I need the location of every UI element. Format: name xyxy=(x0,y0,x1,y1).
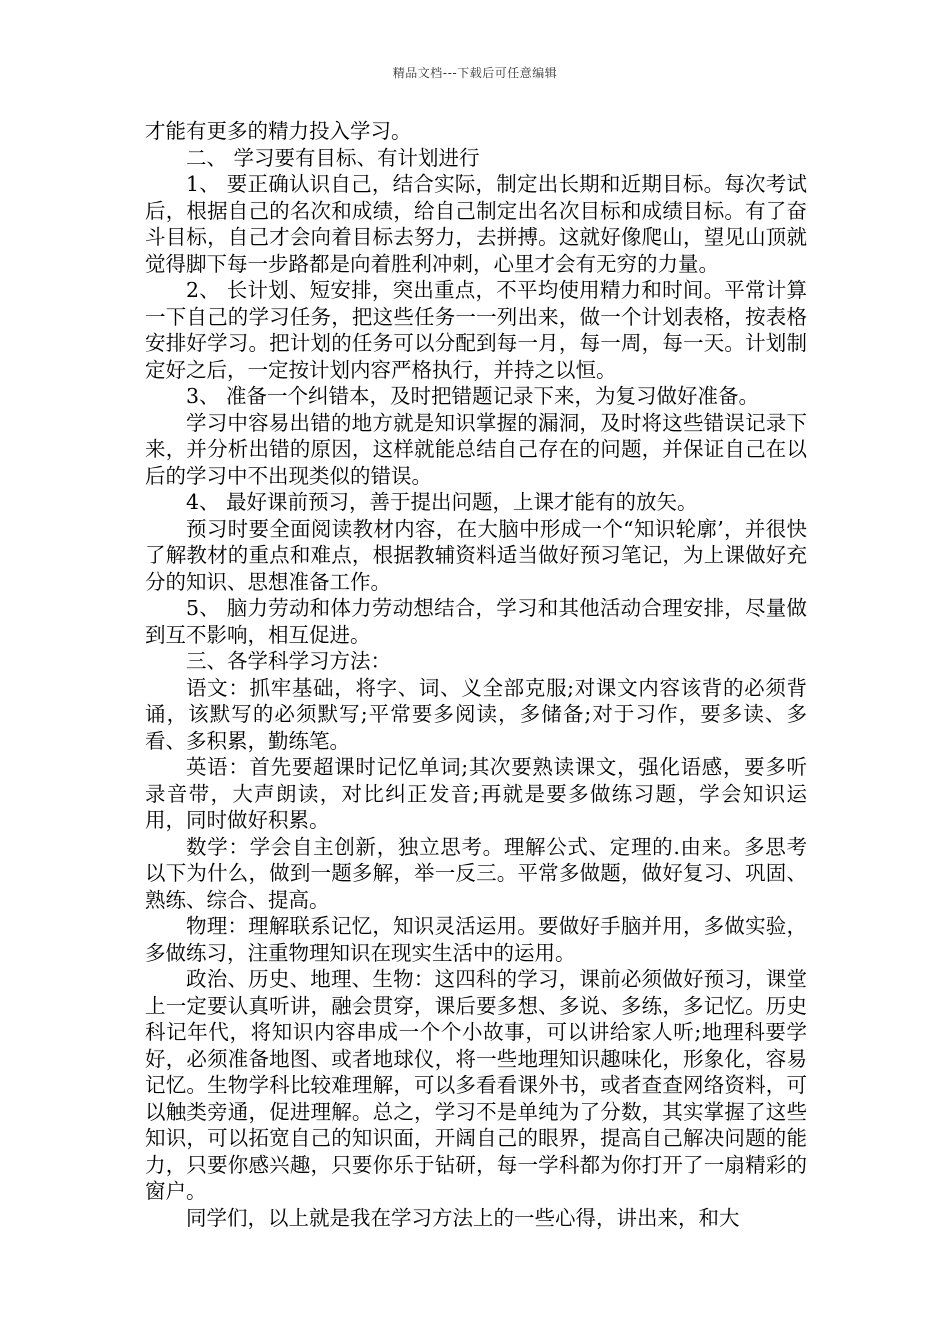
paragraph: 语文：抓牢基础，将字、词、义全部克服;对课文内容该背的必须背诵，该默写的必须默写;平常要多阅读，多储备;对于习作，要多读、多看、多积累，勤练笔。 xyxy=(145,675,807,753)
paragraph: 二、 学习要有目标、有计划进行 xyxy=(186,145,480,170)
document-body xyxy=(145,118,807,1231)
paragraph: 同学们，以上就是我在学习方法上的一些心得，讲出来，和大 xyxy=(186,1205,740,1230)
paragraph: 物理：理解联系记忆，知识灵活运用。要做好手脑并用，多做实验，多做练习，注重物理知识在现实生活中的运用。 xyxy=(145,914,807,965)
paragraph: 英语：首先要超课时记忆单词;其次要熟读课文，强化语感，要多听录音带，大声朗读，对比纠正发音;再就是要多做练习题，学会知识运用，同时做好积累。 xyxy=(145,755,807,832)
paragraph: 3、 准备一个纠错本，及时把错题记录下来，为复习做好准备。 xyxy=(186,384,760,408)
paragraph: 1、 要正确认识自己，结合实际，制定出长期和近期目标。每次考试后，根据自己的名次和成绩，给自己制定出名次目标和成绩目标。有了奋斗目标，自己才会向着目标去努力，去拼搏。这就好像爬山，望见山顶就觉得脚下每一步路都是向着胜利冲刺，心里才会有无穷的力量。 xyxy=(145,172,807,276)
paragraph: 才能有更多的精力投入学习。 xyxy=(145,119,412,143)
paragraph: 数学：学会自主创新，独立思考。理解公式、定理的.由来。多思考以下为什么，做到一题多解，举一反三。平常多做题，做好复习、巩固、熟练、综合、提高。 xyxy=(145,834,807,912)
paragraph: 政治、历史、地理、生物：这四科的学习，课前必须做好预习，课堂上一定要认真听讲，融会贯穿，课后要多想、多说、多练，多记忆。历史科记年代，将知识内容串成一个个小故事，可以讲给家人听;地理科要学好，必须准备地图、或者地球仪，将一些地理知识趣味化，形象化，容易记忆。生物学科比较难理解，可以多看看课外书，或者查查网络资料，可以触类旁通，促进理解。总之，学习不是单纯为了分数，其实掌握了这些知识，可以拓宽自己的知识面，开阔自己的眼界，提高自己解决问题的能力，只要你感兴趣，只要你乐于钻研，每一学科都为你打开了一扇精彩的窗户。 xyxy=(145,967,807,1203)
header-note: 精品文档---下载后可任意编辑 xyxy=(392,66,558,80)
paragraph: 2、 长计划、短安排，突出重点，不平均使用精力和时间。平常计算一下自己的学习任务，把这些任务一一列出来，做一个计划表格，按表格安排好学习。把计划的任务可以分配到每一月，每一周，每一天。计划制定好之后，一定按计划内容严格执行，并持之以恒。 xyxy=(145,278,807,382)
paragraph: 学习中容易出错的地方就是知识掌握的漏洞，及时将这些错误记录下来，并分析出错的原因，这样就能总结自己存在的问题，并保证自己在以后的学习中不出现类似的错误。 xyxy=(145,410,807,488)
paragraph: 5、 脑力劳动和体力劳动想结合，学习和其他活动合理安排，尽量做到互不影响，相互促进。 xyxy=(145,596,807,647)
paragraph: 三、各学科学习方法： xyxy=(186,649,391,673)
paragraph: 4、 最好课前预习，善于提出问题，上课才能有的放矢。 xyxy=(186,490,698,514)
paragraph: 预习时要全面阅读教材内容，在大脑中形成一个“知识轮廓’，并很快了解教材的重点和难点，根据教辅资料适当做好预习笔记，为上课做好充分的知识、思想准备工作。 xyxy=(145,516,807,594)
